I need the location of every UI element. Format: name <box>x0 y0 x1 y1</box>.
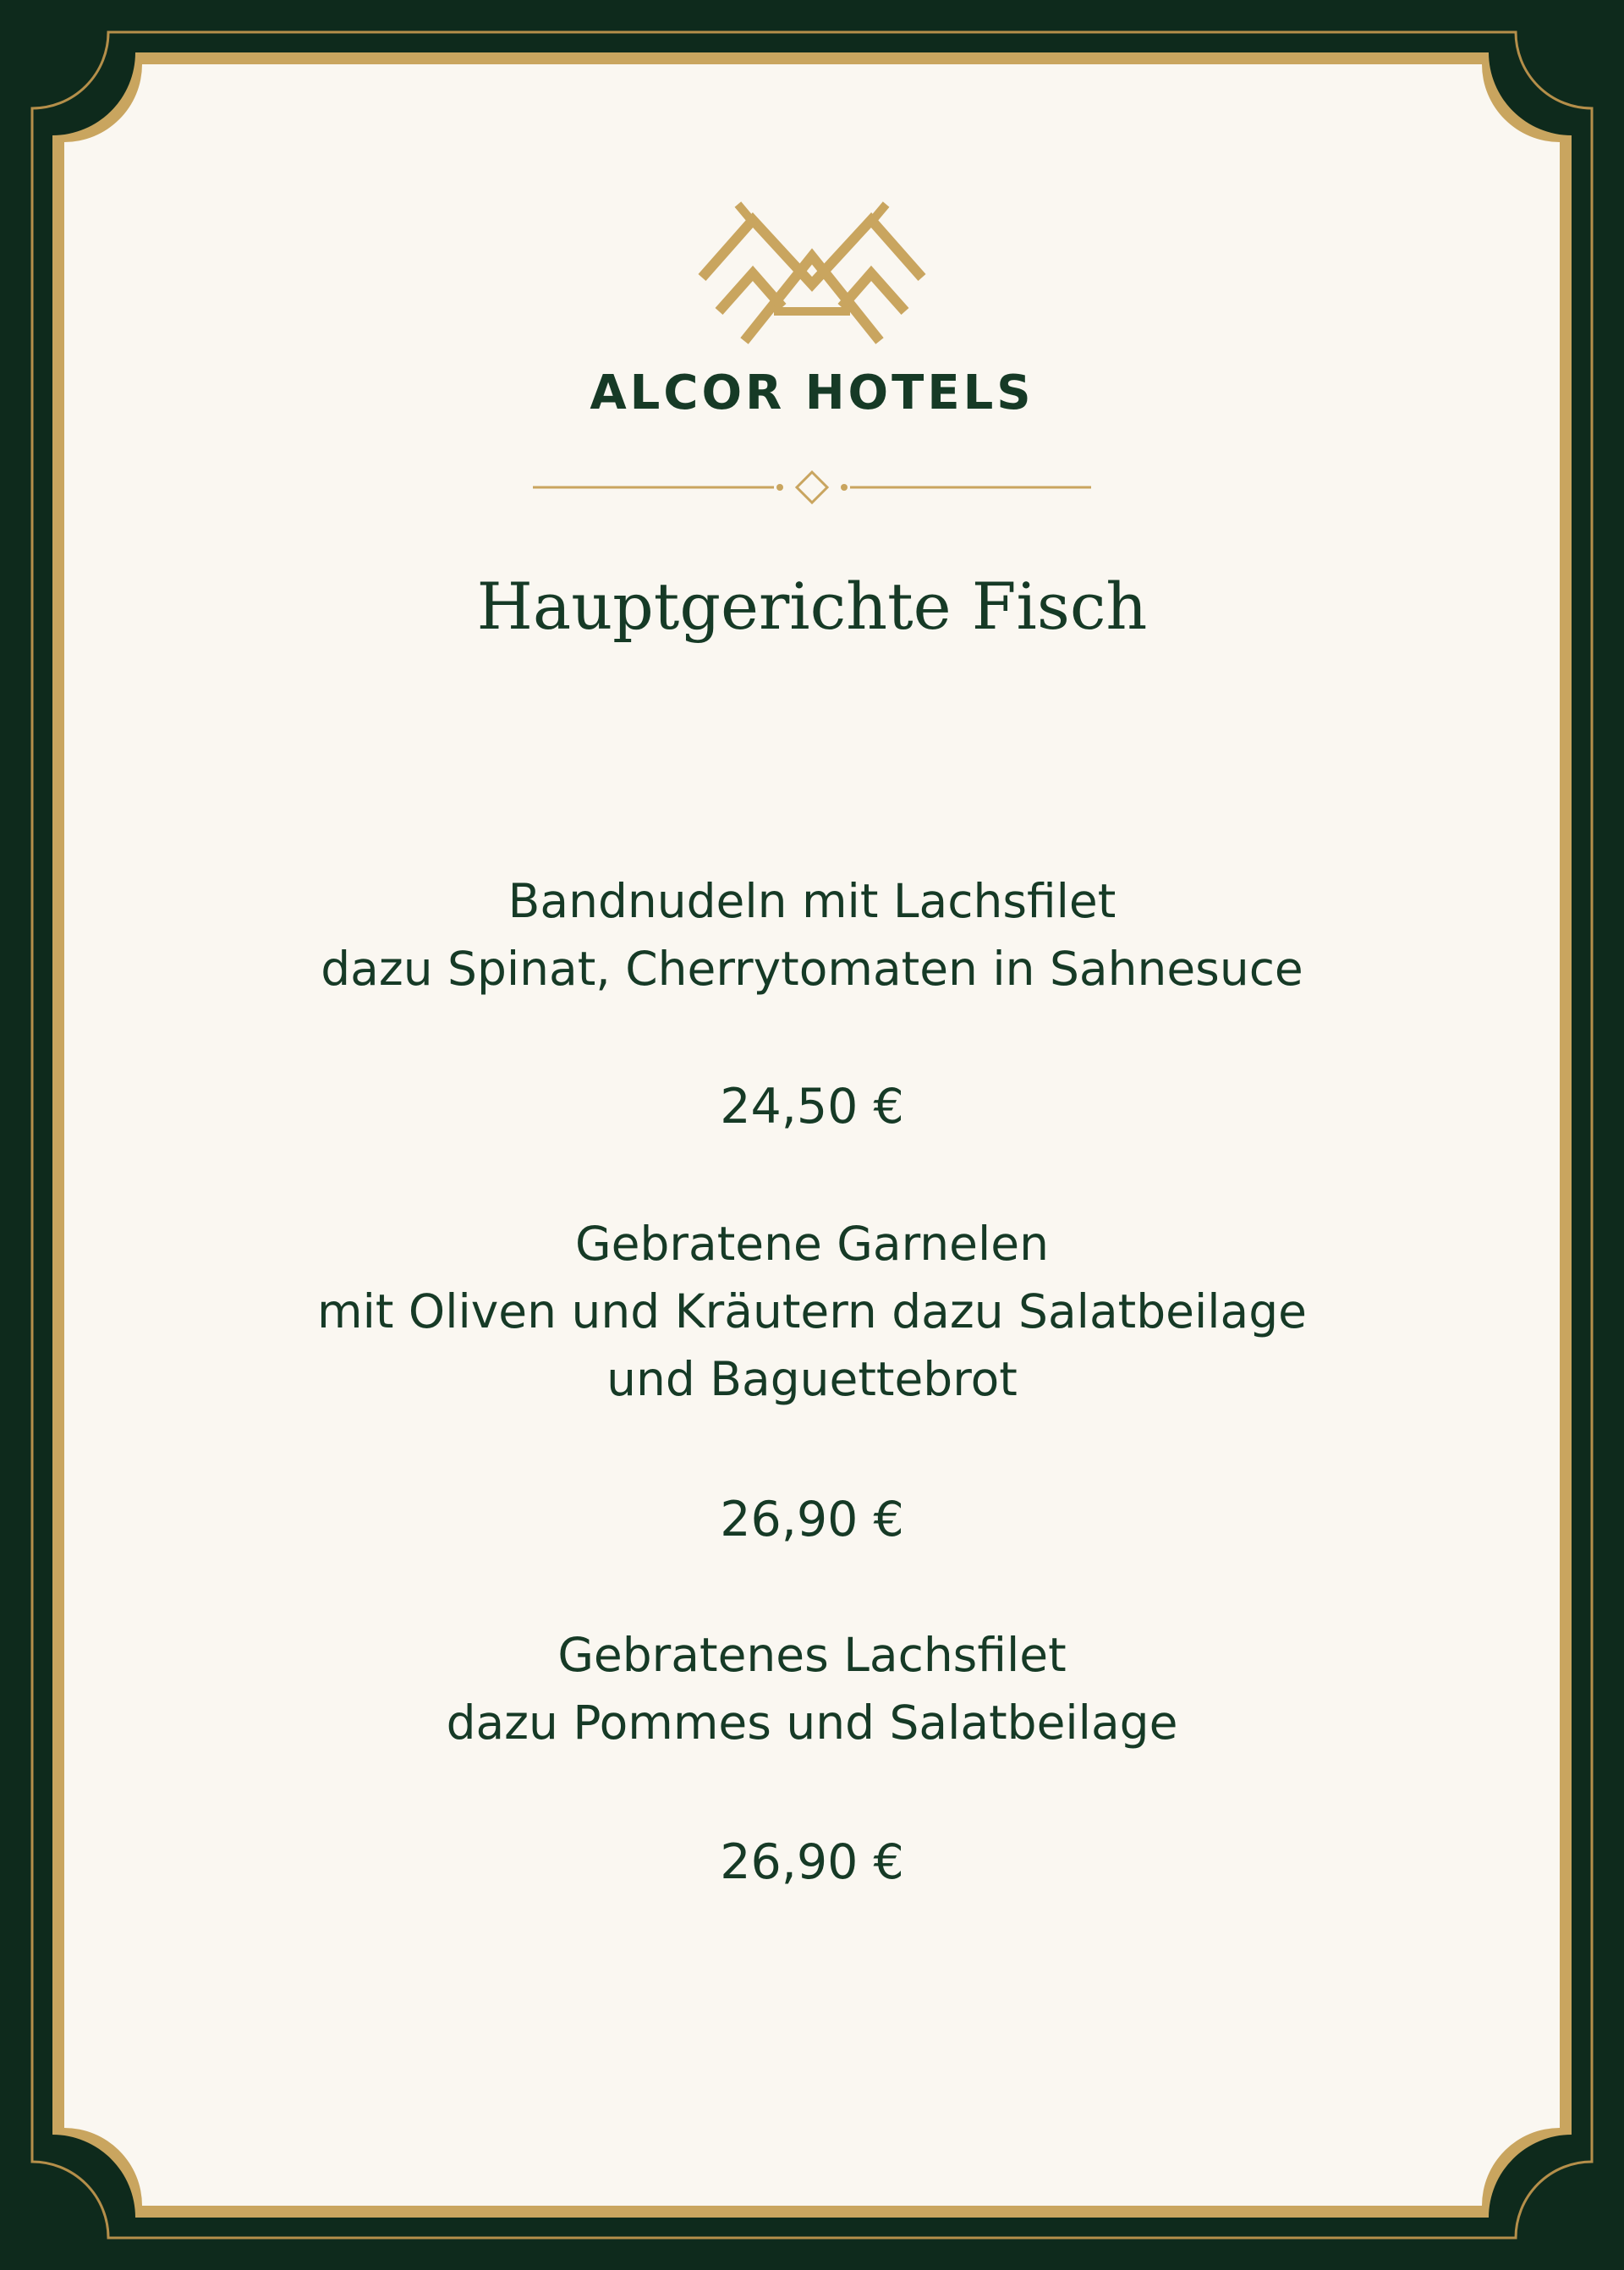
brand-name: ALCOR HOTELS <box>590 366 1034 420</box>
menu-item-3-description: dazu Pommes und Salatbeilage <box>446 1696 1178 1750</box>
menu-item-2-description-line-2: und Baguettebrot <box>606 1352 1018 1406</box>
menu-item-1-description: dazu Spinat, Cherrytomaten in Sahnesuce <box>321 942 1303 996</box>
menu-item-1-price: 24,50 € <box>720 1079 904 1135</box>
alcor-crown-logo-icon <box>694 193 930 349</box>
menu-item-2-price: 26,90 € <box>720 1492 904 1547</box>
menu-item-3-price: 26,90 € <box>720 1834 904 1890</box>
menu-item-2-name: Gebratene Garnelen <box>575 1217 1049 1271</box>
menu-item-2-description: mit Oliven und Kräutern dazu Salatbeilage <box>317 1284 1307 1338</box>
menu-item-1-name: Bandnudeln mit Lachsfilet <box>508 874 1116 928</box>
page-title: Hauptgerichte Fisch <box>476 569 1148 644</box>
diamond-divider-icon <box>533 470 1091 505</box>
menu-item-3-name: Gebratenes Lachsfilet <box>557 1628 1067 1682</box>
